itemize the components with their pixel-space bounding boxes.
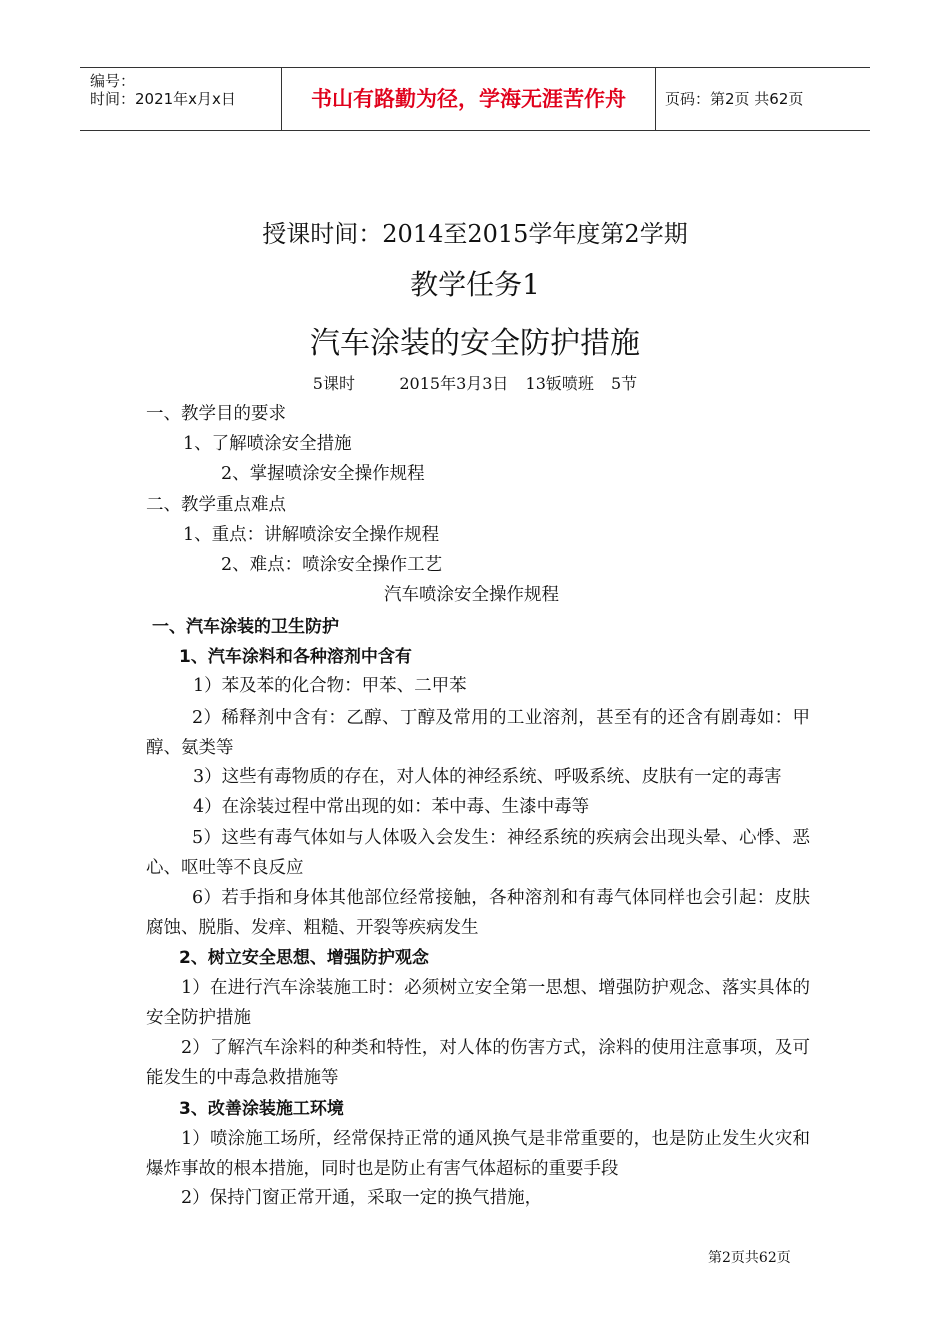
- list-item: 1、重点：讲解喷涂安全操作规程: [183, 525, 440, 545]
- paragraph: 1）喷涂施工场所，经常保持正常的通风换气是非常重要的，也是防止发生火灾和爆炸事故的根本措施，同时也是防止有害气体超标的重要手段: [146, 1129, 810, 1179]
- header-page-info: 页码：第2页 共62页: [665, 90, 804, 108]
- subtitle: 汽车喷涂安全操作规程: [384, 585, 559, 605]
- topic-title: 汽车涂装的安全防护措施: [310, 326, 640, 361]
- header-meta-cell: [80, 68, 280, 130]
- paragraph: 4）在涂装过程中常出现的如：苯中毒、生漆中毒等: [193, 797, 590, 817]
- lesson-hours: 5课时: [312, 374, 355, 393]
- task-title: 教学任务1: [410, 268, 540, 301]
- paragraph: 2）了解汽车涂料的种类和特性，对人体的伤害方式，涂料的使用注意事项，及可能发生的中毒急救措施等: [146, 1038, 810, 1088]
- time-label: 时间：2021年x月x日: [90, 90, 236, 108]
- teaching-time: 授课时间：2014至2015学年度第2学期: [262, 220, 688, 248]
- lesson-meta: [0, 371, 950, 394]
- list-item: 1、了解喷涂安全措施: [183, 434, 352, 454]
- subheading: 3、改善涂装施工环境: [179, 1099, 344, 1119]
- paragraph: 1）苯及苯的化合物：甲苯、二甲苯: [193, 676, 467, 696]
- paragraph: 3）这些有毒物质的存在，对人体的神经系统、呼吸系统、皮肤有一定的毒害: [193, 767, 782, 787]
- list-item: 2、掌握喷涂安全操作规程: [221, 464, 425, 484]
- lesson-class: 13钣喷班: [525, 374, 594, 393]
- motto: 书山有路勤为径，学海无涯苦作舟: [281, 68, 656, 130]
- list-item: 2、难点：喷涂安全操作工艺: [221, 555, 443, 575]
- subheading: 2、树立安全思想、增强防护观念: [179, 948, 429, 968]
- paragraph: 6）若手指和身体其他部位经常接触，各种溶剂和有毒气体同样也会引起：皮肤腐蚀、脱脂、发痒、粗糙、开裂等疾病发生: [146, 888, 810, 938]
- subheading: 1、汽车涂料和各种溶剂中含有: [179, 647, 412, 667]
- header-table: [80, 67, 870, 131]
- paragraph: 1）在进行汽车涂装施工时：必须树立安全第一思想、增强防护观念、落实具体的安全防护措施: [146, 978, 810, 1028]
- number-label: 编号：: [90, 72, 136, 90]
- paragraph: 2）保持门窗正常开通，采取一定的换气措施，: [181, 1188, 543, 1208]
- paragraph: 5）这些有毒气体如与人体吸入会发生：神经系统的疾病会出现头晕、心悸、恶心、呕吐等不良反应: [146, 828, 810, 878]
- section-heading: 一、教学目的要求: [146, 404, 286, 424]
- page-footer: 第2页共62页: [708, 1250, 791, 1266]
- lesson-date: 2015年3月3日: [399, 374, 509, 393]
- section-heading: 二、教学重点难点: [146, 495, 286, 515]
- lesson-section: 5节: [611, 374, 638, 393]
- paragraph: 2）稀释剂中含有：乙醇、丁醇及常用的工业溶剂，甚至有的还含有剧毒如：甲醇、氨类等: [146, 708, 810, 758]
- heading: 一、汽车涂装的卫生防护: [152, 617, 339, 637]
